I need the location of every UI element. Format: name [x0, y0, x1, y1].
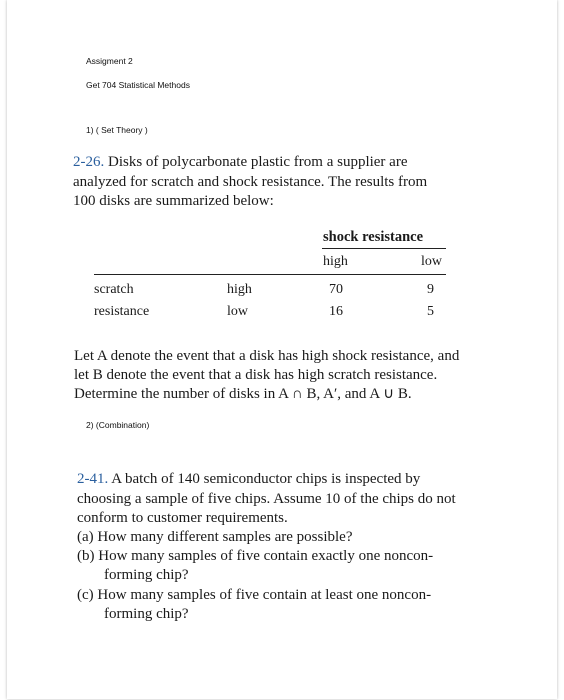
question-1-line-2: let B denote the event that a disk has high scratch resistance.	[74, 367, 438, 383]
table-row-group-2: resistance	[94, 304, 150, 319]
table-col-low: low	[421, 254, 442, 269]
table-row-group-1: scratch	[94, 282, 134, 297]
course-title: Get 704 Statistical Methods	[86, 80, 190, 90]
problem-2-line-3: conform to customer requirements.	[77, 510, 288, 526]
problem-1-number: 2-26.	[73, 154, 105, 170]
table-header-rule	[322, 248, 446, 249]
part-c: (c) How many samples of five contain at least one noncon-	[77, 587, 432, 603]
problem-2-number: 2-41.	[77, 471, 109, 487]
part-b-line-2: forming chip?	[104, 567, 189, 583]
table-row-high: high	[227, 282, 252, 297]
part-b: (b) How many samples of five contain exactly one noncon-	[77, 548, 434, 564]
table-cell-high-low: 9	[427, 282, 434, 297]
table-cell-low-high: 16	[329, 304, 343, 319]
problem-2-line-2: choosing a sample of five chips. Assume 10 of the chips do not	[77, 491, 456, 507]
assignment-title: Assigment 2	[86, 56, 133, 66]
problem-1-line-3: 100 disks are summarized below:	[73, 193, 274, 209]
section-2-label: 2) (Combination)	[86, 420, 150, 430]
table-cell-low-low: 5	[427, 304, 434, 319]
problem-1-line-2: analyzed for scratch and shock resistance. The results from	[73, 174, 428, 190]
problem-2-line-1: 2-41. A batch of 140 semiconductor chips is inspected by	[77, 471, 421, 487]
problem-1-line-1: 2-26. Disks of polycarbonate plastic from a supplier are	[73, 154, 408, 170]
part-a: (a) How many different samples are possible?	[77, 529, 353, 545]
table-col-high: high	[323, 254, 348, 269]
table-cell-high-high: 70	[329, 282, 343, 297]
table-row-low: low	[227, 304, 248, 319]
table-column-group-header: shock resistance	[323, 229, 424, 245]
table-body-rule	[94, 274, 446, 275]
question-1-line-3: Determine the number of disks in A ∩ B, A′, and A ∪ B.	[74, 386, 412, 402]
part-c-line-2: forming chip?	[104, 606, 189, 622]
question-1-line-1: Let A denote the event that a disk has high shock resistance, and	[74, 348, 460, 364]
section-1-label: 1) ( Set Theory )	[86, 125, 148, 135]
